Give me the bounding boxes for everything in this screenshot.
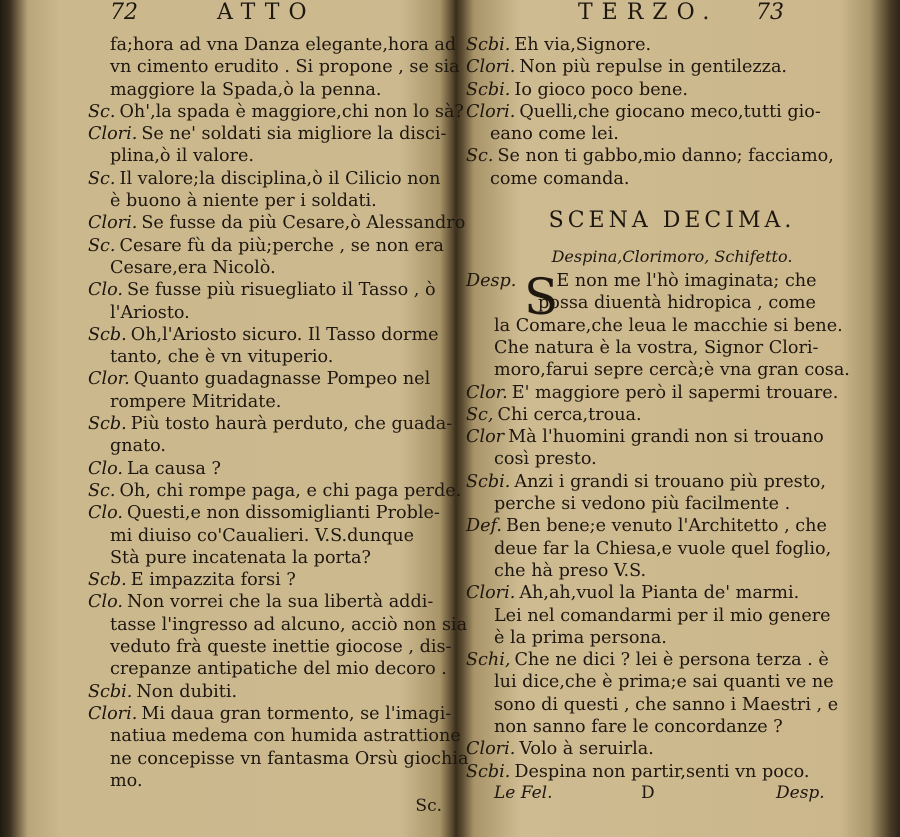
- line-text: Più tosto haurà perduto, che guada-: [130, 414, 453, 435]
- text-line: [466, 145, 878, 167]
- line-text: fa;hora ad vna Danza elegante,hora ad: [110, 35, 457, 55]
- text-line: [88, 279, 452, 301]
- line-text: gnato.: [110, 436, 167, 457]
- speaker-label: Clori.: [88, 124, 138, 145]
- line-text: tanto, che è vn vituperio.: [110, 347, 334, 368]
- line-text: Cesare fù da più;perche , se non era: [119, 235, 444, 256]
- speaker-label: Sc.: [88, 101, 116, 122]
- right-footer: [466, 783, 878, 809]
- line-text: la Comare,che leua le macchie si bene.: [494, 315, 843, 336]
- speaker-label: Clori.: [466, 739, 516, 760]
- text-line: [466, 337, 878, 359]
- text-line: [466, 123, 878, 145]
- speaker-label: Clori.: [466, 57, 516, 78]
- right-page: [466, 0, 878, 837]
- speaker-label: Clo.: [88, 280, 123, 301]
- text-line: [466, 694, 878, 716]
- text-line: [88, 123, 452, 145]
- text-line: [466, 101, 878, 123]
- text-line: [88, 257, 452, 279]
- line-text: La causa ?: [126, 458, 221, 479]
- speaker-label: Clo.: [88, 592, 123, 613]
- speaker-label: Clori.: [466, 583, 516, 604]
- line-text: Se ne' soldati sia migliore la disci-: [141, 124, 447, 145]
- speaker-label: Scb.: [88, 414, 127, 435]
- text-line: [88, 458, 452, 480]
- line-text: che hà preso V.S.: [494, 560, 647, 581]
- line-text: mi diuiso co'Caualieri. V.S.dunque: [110, 525, 415, 546]
- text-line: [88, 368, 452, 390]
- line-text: tasse l'ingresso ad alcuno, acciò non sia: [110, 614, 468, 635]
- drop-cap: S: [524, 268, 559, 326]
- text-line: [88, 302, 452, 324]
- line-text: Se fusse da più Cesare,ò Alessandro: [141, 213, 466, 234]
- text-line: [466, 493, 878, 515]
- line-text: Volo à seruirla.: [519, 739, 654, 760]
- scene-persons: Despina,Clorimoro, Schifetto.: [551, 247, 793, 267]
- speaker-label: Clori.: [88, 213, 138, 234]
- text-line: [88, 547, 452, 569]
- line-text: Mi daua gran tormento, se l'imagi-: [141, 703, 452, 724]
- speaker-label: Clo.: [88, 503, 123, 524]
- text-line: [88, 636, 452, 658]
- speaker-label: Scbi.: [466, 761, 511, 782]
- speaker-label: Scbi.: [466, 471, 511, 492]
- speaker-label: Clor.: [466, 382, 508, 403]
- line-text: Eh via,Signore.: [514, 35, 652, 55]
- text-line: [88, 190, 452, 212]
- right-running-head-row: [466, 0, 878, 34]
- text-line: [88, 235, 452, 257]
- speaker-label: Scb.: [88, 324, 127, 345]
- left-page-number: 72: [110, 0, 138, 25]
- speaker-label: Scbi.: [88, 681, 133, 702]
- line-text: l'Ariosto.: [110, 302, 190, 323]
- line-text: Non più repulse in gentilezza.: [519, 57, 788, 78]
- text-line: [88, 413, 452, 435]
- line-text: vn cimento erudito . Si propone , se sia: [110, 57, 460, 78]
- left-running-head-row: [22, 0, 452, 34]
- text-line: [466, 168, 878, 190]
- left-catchword: Sc.: [415, 796, 442, 817]
- text-line: [466, 270, 878, 292]
- signature-mark: D: [641, 782, 655, 803]
- line-text: ne concepisse vn fantasma Orsù giochia: [110, 748, 469, 769]
- line-text: Cesare,era Nicolò.: [110, 257, 276, 278]
- line-text: E impazzita forsi ?: [130, 570, 296, 591]
- text-line: [466, 315, 878, 337]
- speaker-label: Schi,: [466, 650, 511, 671]
- line-text: plina,ò il valore.: [110, 146, 255, 167]
- text-line: [88, 56, 460, 78]
- speaker-label: Clo.: [88, 458, 123, 479]
- line-text: Il valore;la disciplina,ò il Cilicio non: [119, 168, 441, 189]
- line-text: Oh,l'Ariosto sicuro. Il Tasso dorme: [130, 324, 439, 345]
- line-text: natiua medema con humida astrattione: [110, 726, 461, 747]
- left-running-head: ATTO: [217, 0, 316, 25]
- line-text: non sanno fare le concordanze ?: [494, 717, 783, 738]
- line-text: lui dice,che è prima;e sai quanti ve ne: [494, 672, 834, 693]
- line-text: è buono à niente per i soldati.: [110, 191, 377, 212]
- line-text: moro,farui sepre cercà;è vna gran cosa.: [494, 360, 850, 381]
- speaker-label: Clori.: [88, 703, 138, 724]
- line-text: come comanda.: [490, 168, 630, 189]
- text-line: [466, 605, 878, 627]
- line-text: perche si vedono più facilmente .: [494, 494, 791, 515]
- text-line: [88, 435, 452, 457]
- line-text: Lei nel comandarmi per il mio genere: [494, 605, 831, 626]
- text-line: [466, 448, 878, 470]
- right-running-head: TERZO.: [578, 0, 719, 25]
- line-text: Questi,e non dissomiglianti Proble-: [126, 503, 440, 524]
- text-line: [466, 471, 878, 493]
- text-line: [466, 426, 878, 448]
- text-line: [466, 761, 878, 783]
- line-text: possa diuentà hidropica , come: [538, 293, 816, 314]
- text-line: [88, 502, 452, 524]
- text-line: [466, 671, 878, 693]
- line-text: Non dubiti.: [136, 681, 238, 702]
- text-line: [88, 525, 452, 547]
- speaker-label: Scbi.: [466, 79, 511, 100]
- line-text: crepanze antipatiche del mio decoro .: [110, 659, 447, 680]
- left-footer: [22, 792, 452, 818]
- text-line: [466, 538, 878, 560]
- text-line: [88, 391, 452, 413]
- text-line: [88, 324, 452, 346]
- line-text: Stà pure incatenata la porta?: [110, 547, 371, 568]
- speaker-label: Clor: [466, 427, 505, 448]
- text-line: [466, 292, 878, 314]
- line-text: sono di questi , che sanno i Maestri , e: [494, 694, 839, 715]
- line-text: maggiore la Spada,ò la penna.: [110, 79, 382, 100]
- speaker-label: Clori.: [466, 101, 516, 122]
- text-line: [88, 145, 452, 167]
- line-text: Se non ti gabbo,mio danno; facciamo,: [497, 146, 834, 167]
- speaker-label: Sc,: [466, 404, 494, 425]
- text-line: [466, 560, 878, 582]
- line-text: Ben bene;e venuto l'Architetto , che: [506, 516, 827, 537]
- line-text: deue far la Chiesa,e vuole quel foglio,: [494, 538, 832, 559]
- line-text: Quelli,che giocano meco,tutti gio-: [519, 101, 821, 122]
- line-text: Se fusse più risuegliato il Tasso , ò: [126, 280, 436, 301]
- speaker-label: Sc.: [88, 235, 116, 256]
- line-text: Che natura è la vostra, Signor Clori-: [494, 337, 819, 358]
- scene-title: SCENA DECIMA.: [548, 208, 796, 234]
- line-text: Quanto guadagnasse Pompeo nel: [133, 369, 431, 390]
- left-page: [22, 0, 469, 837]
- left-text-block: [22, 34, 469, 792]
- text-line: [88, 569, 452, 591]
- text-line: [466, 34, 878, 56]
- text-line: [466, 649, 878, 671]
- text-line: [88, 346, 452, 368]
- footer-left-mark: Le Fel.: [494, 782, 553, 803]
- text-line: [466, 404, 878, 426]
- text-line: [466, 627, 878, 649]
- line-text: eano come lei.: [490, 124, 619, 145]
- speaker-label: Clor.: [88, 369, 130, 390]
- text-line: [88, 34, 457, 56]
- line-text: Mà l'huomini grandi non si trouano: [508, 427, 824, 448]
- right-page-number: 73: [756, 0, 784, 25]
- speaker-label: Sc.: [88, 168, 116, 189]
- text-line: [88, 101, 464, 123]
- speaker-label: Def.: [466, 516, 502, 537]
- line-text: E non me l'hò imaginata; che: [556, 271, 817, 292]
- text-line: [466, 716, 878, 738]
- text-line: [88, 212, 466, 234]
- text-line: [88, 748, 469, 770]
- line-text: E' maggiore però il sapermi trouare.: [511, 382, 839, 403]
- speaker-label: Scb.: [88, 570, 127, 591]
- line-text: mo.: [110, 770, 143, 791]
- text-line: [466, 382, 878, 404]
- text-line: [88, 681, 452, 703]
- line-text: Anzi i grandi si trouano più presto,: [514, 471, 826, 492]
- text-line: [88, 770, 452, 792]
- line-text: Oh, chi rompe paga, e chi paga perde.: [119, 480, 462, 501]
- line-text: Ah,ah,vuol la Pianta de' marmi.: [519, 583, 800, 604]
- text-line: [466, 515, 878, 537]
- text-line: [466, 738, 878, 760]
- line-text: Che ne dici ? lei è persona terza . è: [514, 650, 829, 671]
- line-text: così presto.: [494, 449, 597, 470]
- text-line: [88, 79, 452, 101]
- line-text: Chi cerca,troua.: [497, 404, 642, 425]
- text-line: [466, 56, 878, 78]
- line-text: rompere Mitridate.: [110, 391, 282, 412]
- speaker-label: Sc.: [466, 146, 494, 167]
- text-line: [88, 703, 452, 725]
- line-text: Non vorrei che la sua libertà addi-: [126, 592, 434, 613]
- speaker-label: Desp.: [466, 271, 517, 292]
- line-text: Io gioco poco bene.: [514, 79, 688, 100]
- line-text: è la prima persona.: [494, 627, 667, 648]
- text-line: [88, 480, 462, 502]
- right-catchword: Desp.: [776, 782, 825, 803]
- text-line: [88, 168, 452, 190]
- right-text-block-top: [466, 34, 878, 190]
- text-line: [466, 582, 878, 604]
- text-line: [466, 79, 878, 101]
- right-text-block-bottom: [466, 270, 878, 783]
- speaker-label: Sc.: [88, 480, 116, 501]
- speaker-label: Scbi.: [466, 35, 511, 55]
- line-text: Despina non partir,senti vn poco.: [514, 761, 810, 782]
- line-text: veduto frà queste inettie giocose , dis-: [110, 637, 452, 658]
- text-line: [88, 591, 452, 613]
- text-line: [88, 658, 452, 680]
- text-line: [88, 725, 461, 747]
- text-line: [466, 359, 878, 381]
- text-line: [88, 614, 468, 636]
- line-text: Oh',la spada è maggiore,chi non lo sà?: [119, 101, 464, 122]
